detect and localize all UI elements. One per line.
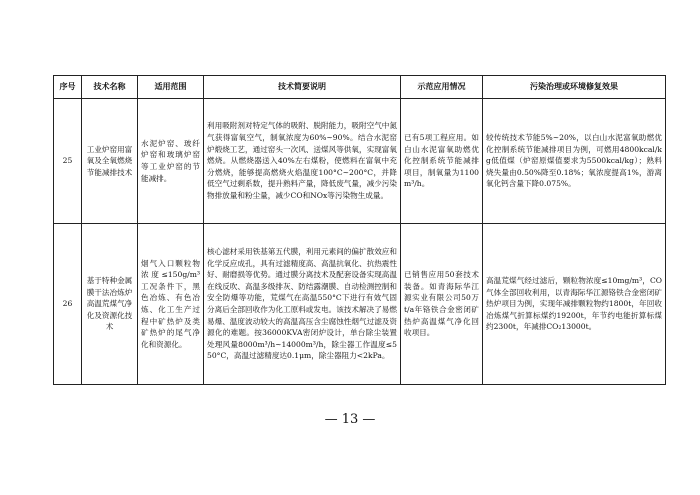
cell-scope: 烟气入口颗粒物浓度≤150g/m³工况条件下，黑色冶炼、有色冶炼、化工生产过程中矿热炉及类矿热炉的尾气净化和资源化。 [138, 224, 204, 385]
header-name: 技术名称 [82, 76, 138, 99]
cell-demo: 已销售应用50套技术装备。如青海际华江源实业有限公司50万t/a年铬铁合金密闭矿热炉高温煤气净化回收项目。 [401, 224, 483, 385]
cell-scope: 水泥炉窑、玻纤炉窑和玻璃炉窑等工业炉窑的节能减排。 [138, 99, 204, 224]
header-effect: 污染治理或环境修复效果 [483, 76, 666, 99]
header-desc: 技术简要说明 [204, 76, 401, 99]
cell-name: 工业炉窑用富氧及全氧燃烧节能减排技术 [82, 99, 138, 224]
technology-table [53, 75, 666, 385]
cell-no: 26 [54, 224, 82, 385]
table-header-row [54, 76, 666, 99]
cell-name: 基于特种金属膜干法冶炼炉高温荒煤气净化及资源化技术 [82, 224, 138, 385]
header-scope: 适用范围 [138, 76, 204, 99]
table-row [54, 99, 666, 224]
cell-demo: 已有5项工程应用。如白山水泥富氧助燃优化控制系统节能减排项目，制氧量为1100m³/h。 [401, 99, 483, 224]
cell-desc: 利用吸附剂对特定气体的吸附、脱附能力，吸附空气中氮气获得富氧空气，制氧浓度为60%~90%。结合水泥窑炉煅烧工艺，通过窑头一次风、送煤风等供氧，实现富氧燃烧。从燃烧器送入40%左右煤粉，使燃料在富氧中充分燃烧，能够提高燃烧火焰温度100°C~200°C，并降低空气过剩系数，提升熟料产量，降低废气量，减少污染物排放量和粉尘量，减少CO和NOx等污染物生成量。 [204, 99, 401, 224]
header-demo: 示范应用情况 [401, 76, 483, 99]
cell-effect: 高温荒煤气经过滤后，颗粒物浓度≤10mg/m³，CO气体全部回收利用，以青海际华江源铬铁合金密闭矿热炉项目为例，实现年减排颗粒物约1800t，年回收冶炼煤气折算标煤约19200t，年节约电能折算标煤约2300t，年减排CO₂13000t。 [483, 224, 666, 385]
table-row [54, 224, 666, 385]
page-number: — 13 — [324, 412, 376, 427]
cell-desc: 核心滤材采用铁基第五代膜，利用元素间的偏扩散效应和化学反应成孔，具有过滤精度高、高温抗氧化、抗热震性好、耐磨损等优势。通过膜分离技术及配套设备实现高温在线反吹、高温多级排灰、防结露潮膜、自动检测控制和安全防爆等功能，荒煤气在高温550°C下进行有效气固分离后全部回收作为化工原料或发电。该技术解决了易燃易爆、温度波动较大的高温高压含尘腐蚀性烟气过滤及资源化的难题。按36000KVA密闭炉设计，单台除尘装置处理风量8000m³/h~14000m³/h，除尘器工作温度≤550°C，高温过滤精度达0.1μm，除尘器阻力<2kPa。 [204, 224, 401, 385]
cell-effect: 较传统技术节能5%~20%，以白山水泥富氧助燃优化控制系统节能减排项目为例，可燃用4800kcal/kg低值煤（炉窑原煤值要求为5500kcal/kg）；熟料烧失量由0.50%降至0.18%；氧浓度提高1%，游离氧化钙含量下降0.075%。 [483, 99, 666, 224]
header-no: 序号 [54, 76, 82, 99]
cell-no: 25 [54, 99, 82, 224]
